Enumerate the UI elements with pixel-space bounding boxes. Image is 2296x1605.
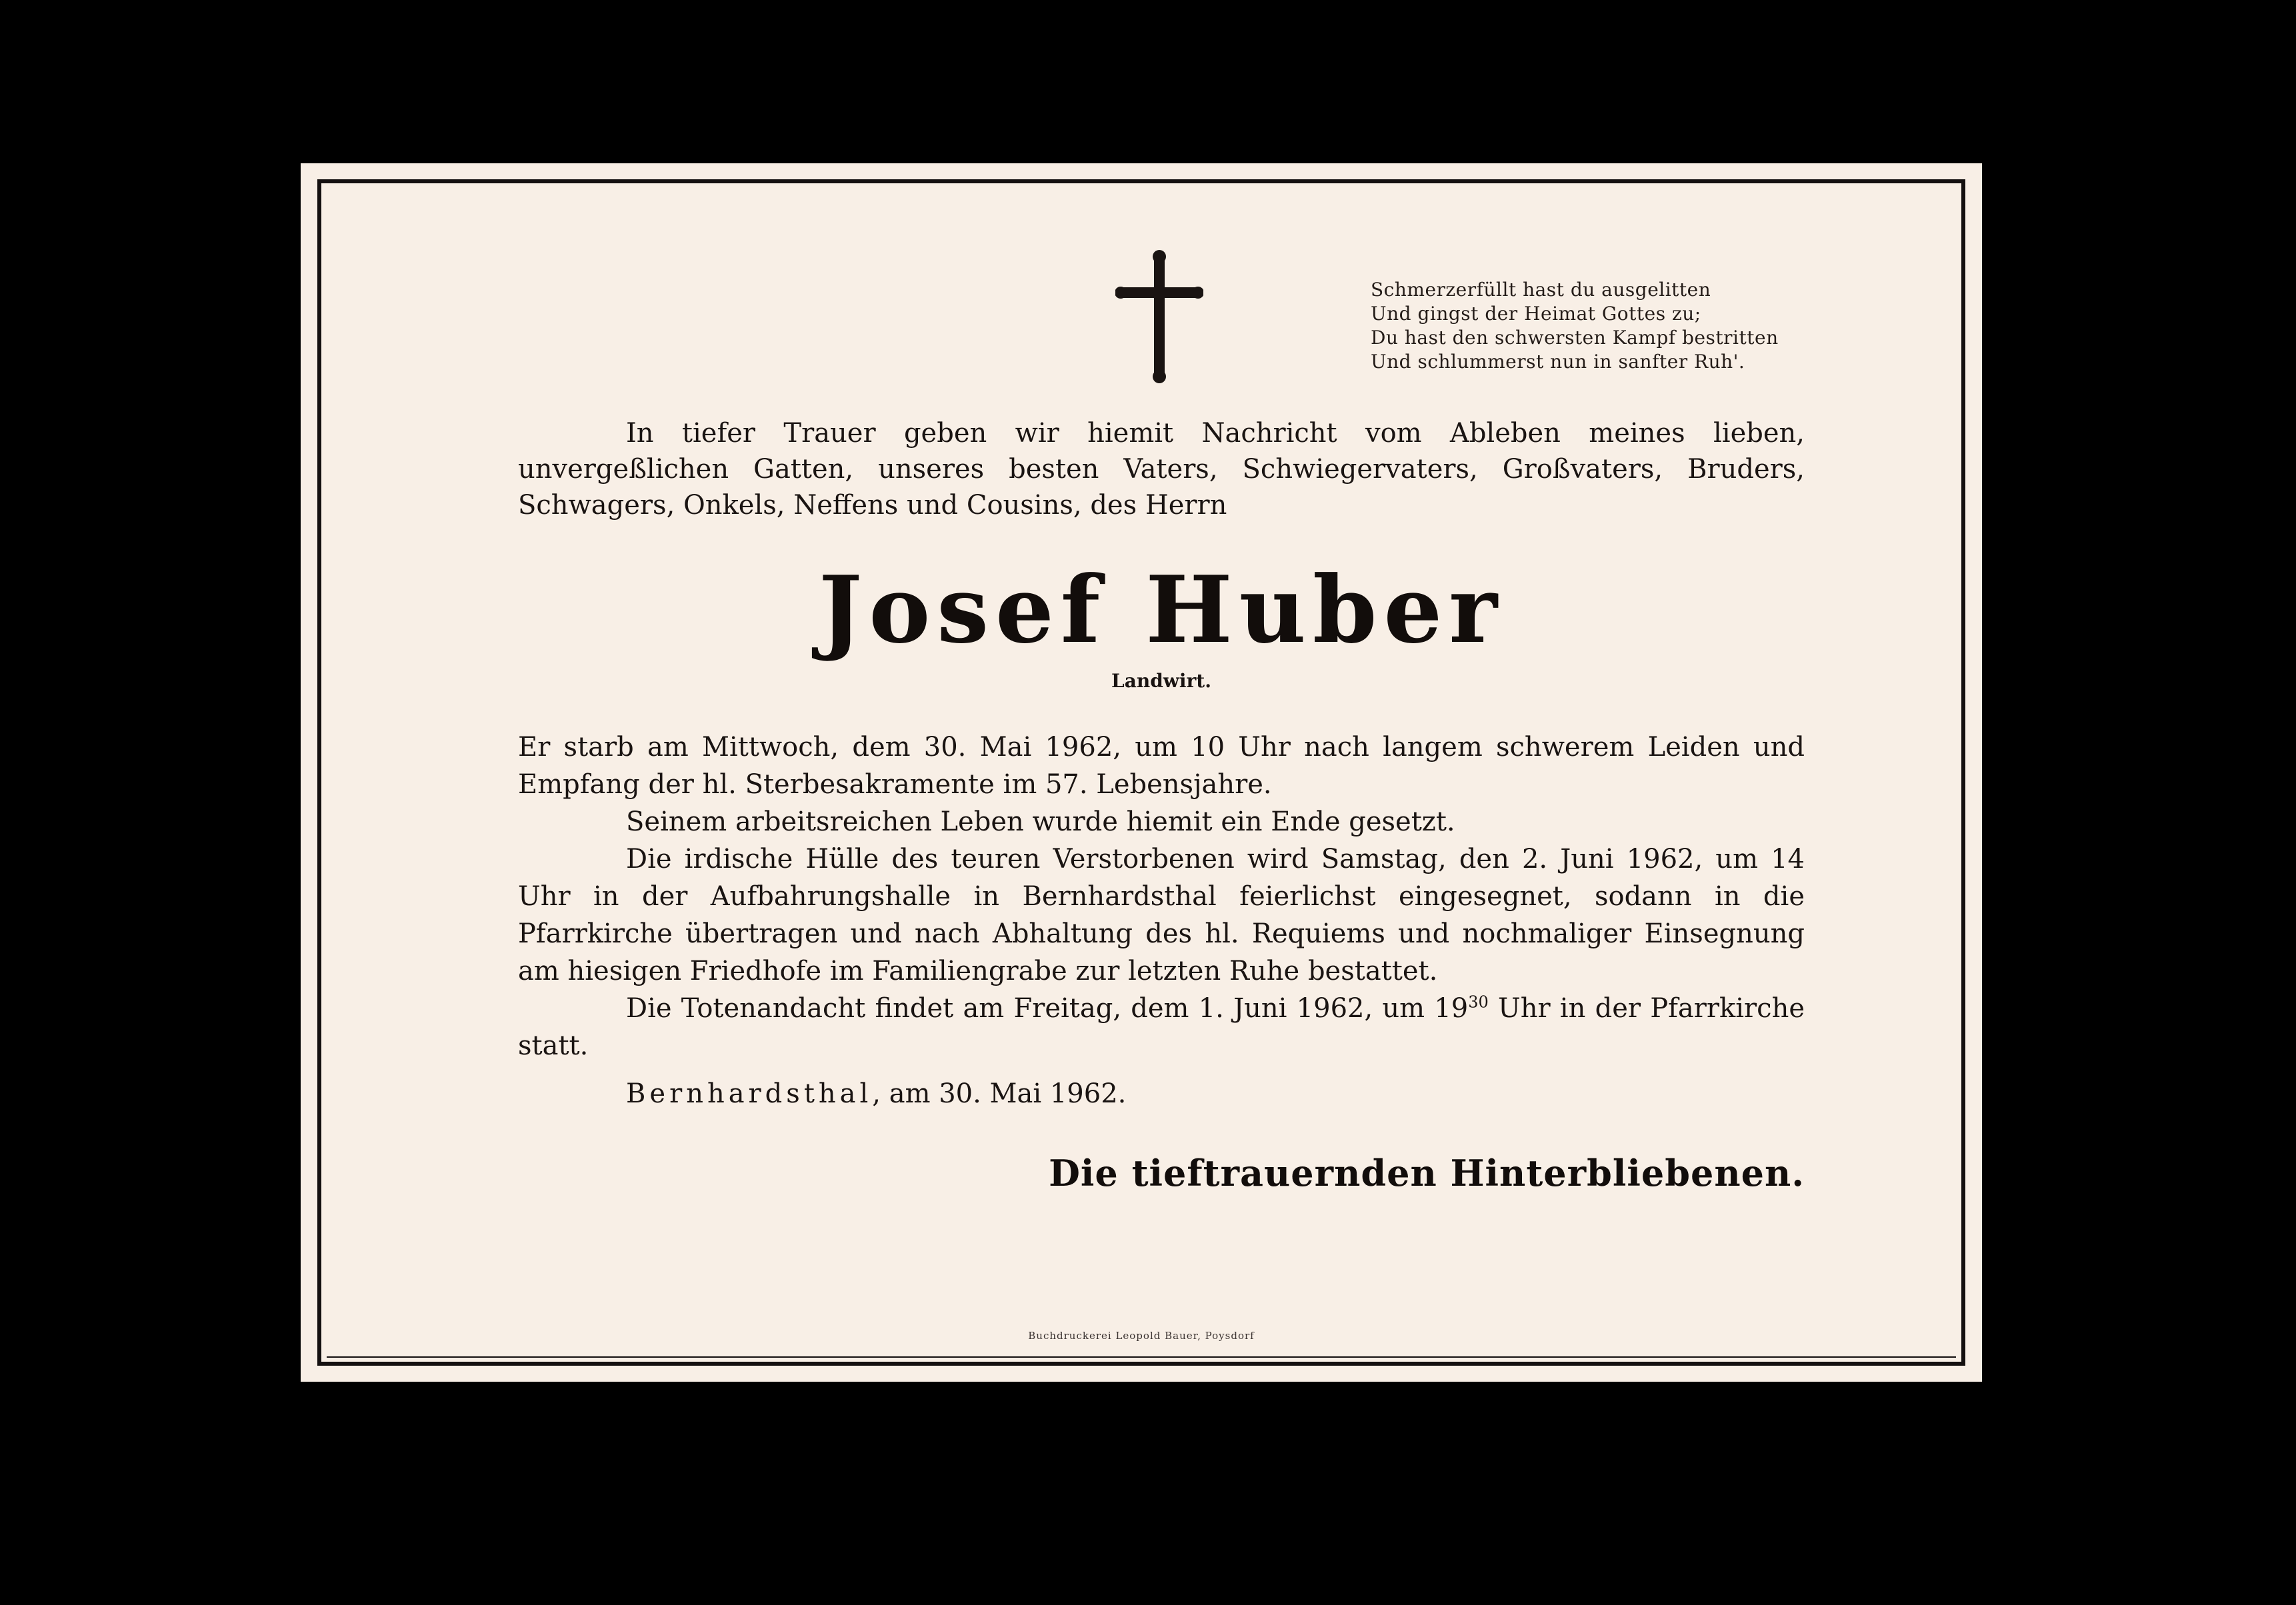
poem-line: Und schlummerst nun in sanfter Ruh'. bbox=[1371, 351, 1745, 373]
intro-paragraph: In tiefer Trauer geben wir hiemit Nachricht vom Ableben meines lieben, unvergeßlichen Gatten, unseres besten Vaters, Schwiegervaters, Großvaters, Bruders, Schwagers, Onkels, Neffens und Cousins, des Herrn bbox=[518, 418, 1805, 521]
printer-imprint: Buchdruckerei Leopold Bauer, Poysdorf bbox=[1028, 1330, 1255, 1342]
place-date: , am 30. Mai 1962. bbox=[872, 1078, 1127, 1109]
poem-line: Und gingst der Heimat Gottes zu; bbox=[1371, 303, 1701, 325]
poem-line: Schmerzerfüllt hast du ausgelitten bbox=[1371, 279, 1711, 301]
obituary-card bbox=[301, 163, 1982, 1382]
funeral-paragraph: Die irdische Hülle des teuren Verstorbenen wird Samstag, den 2. Juni 1962, um 14 Uhr in der Aufbahrungshalle in Bernhardsthal feierlichst eingesegnet, sodann in die Pfarrkirche übertragen und nach Abhaltung des hl. Requiems und nochmaliger Einsegnung am hiesigen Friedhofe im Familiengrabe zur letzten Ruhe bestattet. bbox=[518, 844, 1805, 986]
cross-icon bbox=[1115, 250, 1203, 383]
devotion-text-end: Uhr in der Pfarrkirche statt. bbox=[518, 993, 1805, 1061]
devotion-text-start: Die Totenandacht findet am Freitag, dem 1. Juni 1962, um 19 bbox=[626, 993, 1469, 1024]
deceased-name: Josef Huber bbox=[819, 555, 1504, 664]
poem-line: Du hast den schwersten Kampf bestritten bbox=[1371, 327, 1779, 349]
death-paragraph: Er starb am Mittwoch, dem 30. Mai 1962, um 10 Uhr nach langem schwerem Leiden und Empfang der hl. Sterbesakramente im 57. Lebensjahre. bbox=[518, 732, 1805, 800]
devotion-paragraph bbox=[518, 990, 1805, 1064]
place-name: Bernhardsthal bbox=[626, 1078, 873, 1109]
place-date-line bbox=[518, 1075, 1805, 1112]
announcement-body bbox=[518, 729, 1805, 1064]
border-bottom-rule bbox=[327, 1356, 1956, 1358]
signature: Die tieftrauernden Hinterbliebenen. bbox=[1049, 1152, 1805, 1194]
life-paragraph: Seinem arbeitsreichen Leben wurde hiemit ein Ende gesetzt. bbox=[626, 806, 1455, 837]
devotion-time-minutes: 30 bbox=[1468, 992, 1489, 1012]
occupation: Landwirt. bbox=[1111, 670, 1211, 692]
poem bbox=[1371, 278, 1837, 374]
